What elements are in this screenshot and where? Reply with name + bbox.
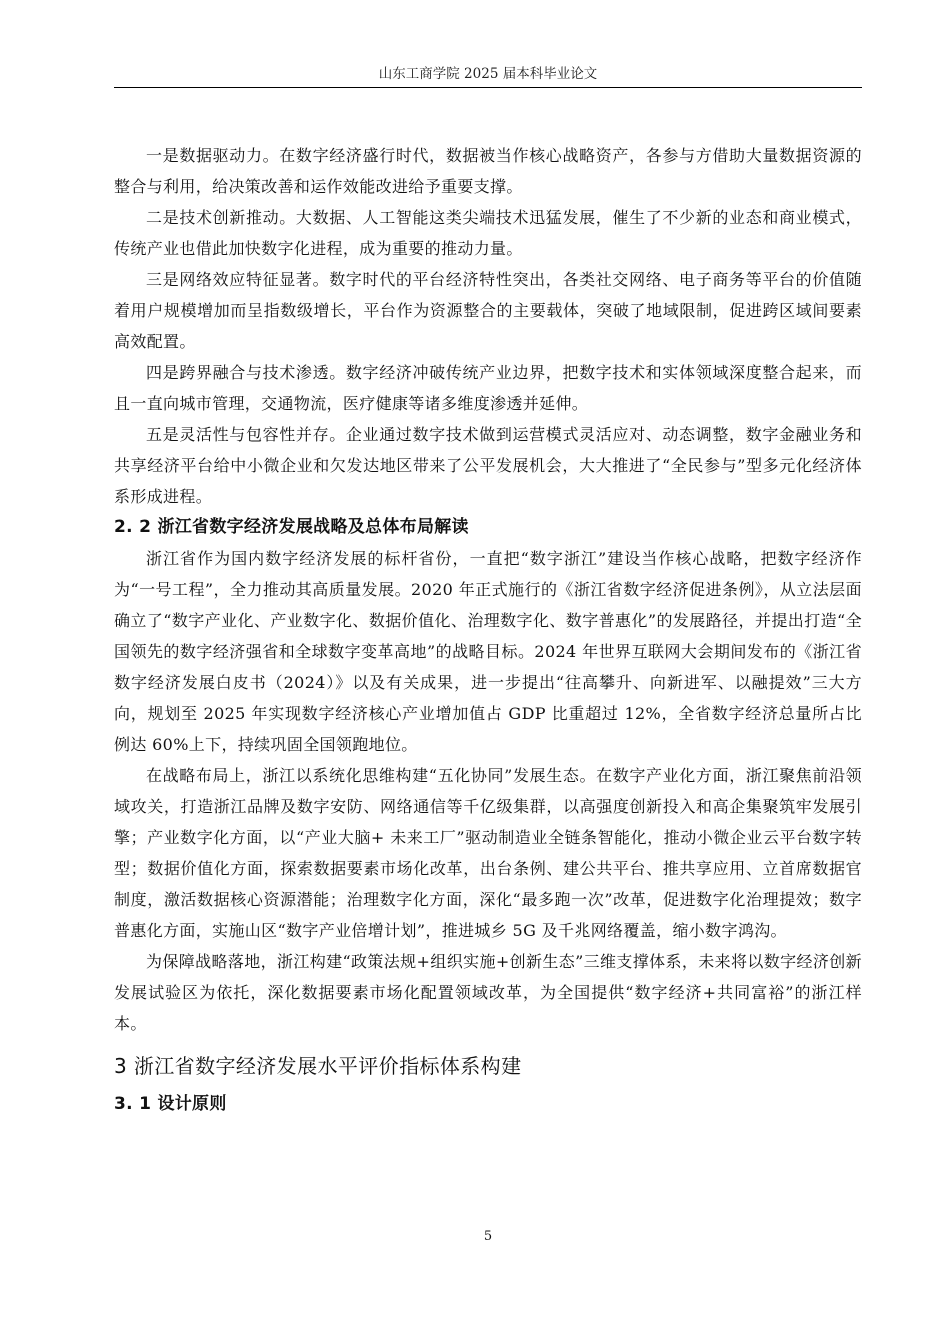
paragraph-flexibility: 五是灵活性与包容性并存。企业通过数字技术做到运营模式灵活应对、动态调整，数字金融业务和共享经济平台给中小微企业和欠发达地区带来了公平发展机会，大大推进了“全民参与”型多元化经济体系形成进程。 [114, 425, 862, 506]
running-header: 山东工商学院 2025 届本科毕业论文 [378, 66, 598, 82]
header-rule [114, 87, 862, 88]
paragraph-data-driven: 一是数据驱动力。在数字经济盛行时代，数据被当作核心战略资产，各参与方借助大量数据资源的整合与利用，给决策改善和运作效能改进给予重要支撑。 [114, 146, 862, 196]
paragraph-zhejiang-strategy: 浙江省作为国内数字经济发展的标杆省份，一直把“数字浙江”建设当作核心战略，把数字经济作为“一号工程”，全力推动其高质量发展。2020 年正式施行的《浙江省数字经济促进条例》，从立法层面确立了“数字产业化、产业数字化、数据价值化、治理数字化、数字普惠化”的发展路径，并提出打造“全国领先的数字经济强省和全球数字变革高地”的战略目标。2024 年世界互联网大会期间发布的《浙江省数字经济发展白皮书（2024）》以及有关成果，进一步提出“往高攀升、向新进军、以融提效”三大方向，规划至 2025 年实现数字经济核心产业增加值占 GDP 比重超过 12%，全省数字经济总量所占比例达 60%上下，持续巩固全国领跑地位。 [114, 549, 862, 754]
paragraph-support-system: 为保障战略落地，浙江构建“政策法规+组织实施+创新生态”三维支撑体系，未来将以数字经济创新发展试验区为依托，深化数据要素市场化配置领域改革，为全国提供“数字经济+共同富裕”的浙江样本。 [114, 952, 862, 1033]
chapter-heading-3: 3 浙江省数字经济发展水平评价指标体系构建 [114, 1054, 522, 1078]
page-body [114, 140, 862, 1120]
paragraph-strategic-layout: 在战略布局上，浙江以系统化思维构建“五化协同”发展生态。在数字产业化方面，浙江聚焦前沿领域攻关，打造浙江品牌及数字安防、网络通信等千亿级集群，以高强度创新投入和高企集聚筑牢发展引擎；产业数字化方面，以“产业大脑+ 未来工厂”驱动制造业全链条智能化，推动小微企业云平台数字转型；数据价值化方面，探索数据要素市场化改革，出台条例、建公共平台、推共享应用、立首席数据官制度，激活数据核心资源潜能；治理数字化方面，深化“最多跑一次”改革，促进数字化治理提效；数字普惠化方面，实施山区“数字产业倍增计划”，推进城乡 5G 及千兆网络覆盖，缩小数字鸿沟。 [114, 766, 862, 940]
paragraph-network-effect: 三是网络效应特征显著。数字时代的平台经济特性突出，各类社交网络、电子商务等平台的价值随着用户规模增加而呈指数级增长，平台作为资源整合的主要载体，突破了地域限制，促进跨区域间要素高效配置。 [114, 270, 862, 351]
section-heading-2-2: 2. 2 浙江省数字经济发展战略及总体布局解读 [114, 517, 469, 537]
page-number: 5 [483, 1229, 493, 1244]
section-heading-3-1: 3. 1 设计原则 [114, 1094, 227, 1114]
paragraph-tech-innovation: 二是技术创新推动。大数据、人工智能这类尖端技术迅猛发展，催生了不少新的业态和商业模式，传统产业也借此加快数字化进程，成为重要的推动力量。 [114, 208, 862, 258]
paragraph-cross-border: 四是跨界融合与技术渗透。数字经济冲破传统产业边界，把数字技术和实体领域深度整合起来，而且一直向城市管理，交通物流，医疗健康等诸多维度渗透并延伸。 [114, 363, 862, 413]
